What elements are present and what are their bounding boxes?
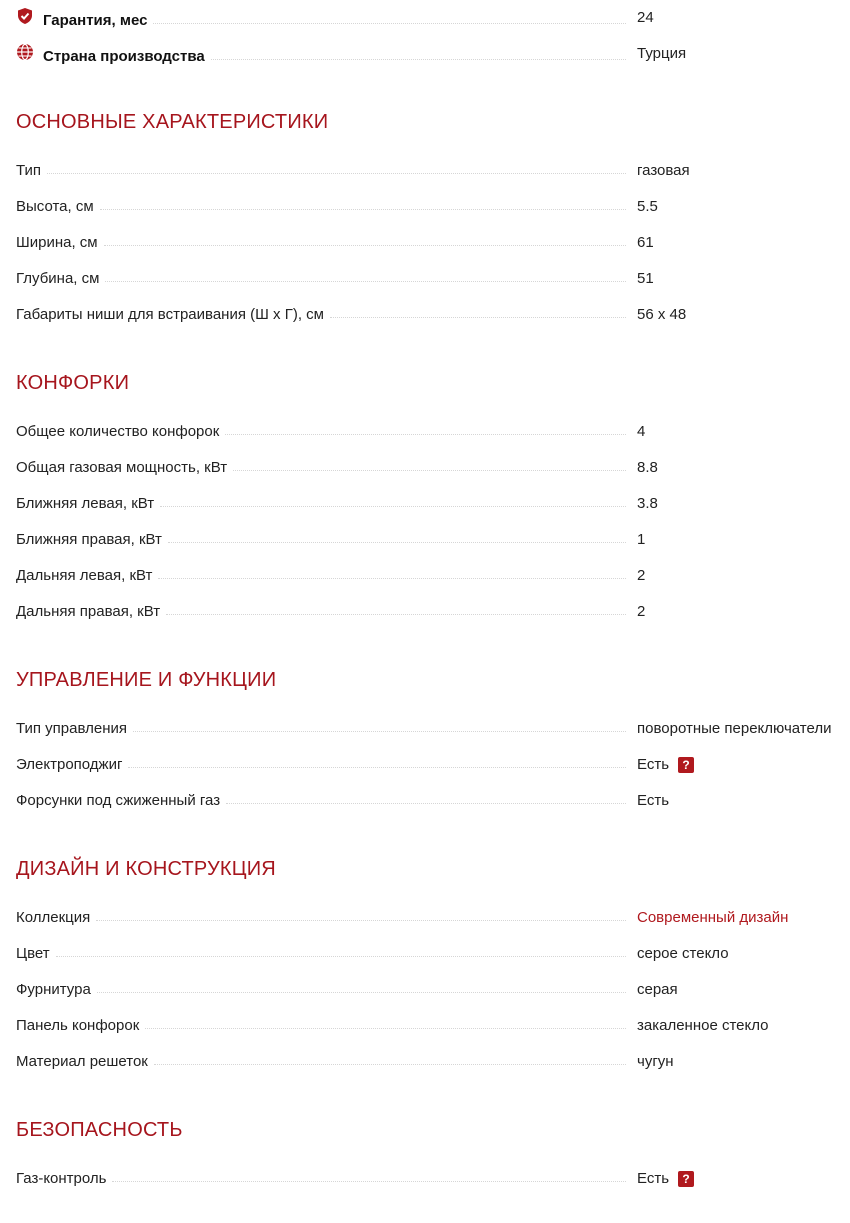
spec-row (16, 790, 850, 812)
spec-value: 5.5 (637, 198, 658, 215)
leader-dots (56, 955, 626, 957)
section-title-main: ОСНОВНЫЕ ХАРАКТЕРИСТИКИ (16, 111, 329, 133)
leader-dots (160, 505, 626, 507)
globe-icon (16, 43, 34, 61)
spec-value: 24 (637, 9, 654, 26)
spec-row (16, 457, 850, 479)
leader-dots (104, 244, 626, 246)
spec-value: серая (637, 981, 678, 998)
spec-value: закаленное стекло (637, 1017, 769, 1034)
spec-label: Дальняя правая, кВт (16, 603, 161, 620)
spec-value: 56 x 48 (637, 306, 687, 323)
shield-check-icon (16, 7, 34, 25)
spec-label: Тип (16, 162, 42, 179)
spec-label: Дальняя левая, кВт (16, 567, 153, 584)
spec-row (16, 160, 850, 182)
leader-dots (233, 469, 626, 471)
leader-dots (100, 208, 626, 210)
leader-dots (153, 22, 626, 24)
spec-row-warranty (16, 7, 850, 29)
spec-value: серое стекло (637, 945, 729, 962)
leader-dots (133, 730, 626, 732)
spec-row (16, 718, 850, 740)
spec-value: 51 (637, 270, 654, 287)
spec-row (16, 1051, 850, 1073)
spec-value: 2 (637, 603, 646, 620)
spec-label: Страна производства (43, 48, 205, 65)
section-title-design: ДИЗАЙН И КОНСТРУКЦИЯ (16, 858, 276, 880)
spec-value: 61 (637, 234, 654, 251)
spec-row (16, 232, 850, 254)
leader-dots (112, 1180, 626, 1182)
spec-label: Ближняя левая, кВт (16, 495, 155, 512)
spec-label: Высота, см (16, 198, 94, 215)
spec-value: Есть ? (637, 1168, 694, 1190)
spec-value: поворотные переключатели (637, 720, 832, 737)
leader-dots (128, 766, 626, 768)
spec-label: Общее количество конфорок (16, 423, 220, 440)
spec-label: Коллекция (16, 909, 91, 926)
spec-label: Габариты ниши для встраивания (Ш x Г), см (16, 306, 324, 323)
spec-row (16, 196, 850, 218)
spec-row (16, 1015, 850, 1037)
spec-label: Газ-контроль (16, 1170, 107, 1187)
spec-label: Тип управления (16, 720, 127, 737)
spec-row (16, 268, 850, 290)
spec-label: Электроподжиг (16, 756, 123, 773)
section-title-burners: КОНФОРКИ (16, 372, 130, 394)
spec-value: газовая (637, 162, 690, 179)
spec-row (16, 1168, 850, 1190)
spec-value: 4 (637, 423, 646, 440)
spec-row (16, 529, 850, 551)
spec-row (16, 565, 850, 587)
leader-dots (154, 1063, 626, 1065)
leader-dots (96, 919, 626, 921)
leader-dots (145, 1027, 626, 1029)
spec-row (16, 421, 850, 443)
spec-value: 1 (637, 531, 646, 548)
leader-dots (166, 613, 626, 615)
collection-link[interactable]: Современный дизайн (637, 909, 789, 926)
leader-dots (47, 172, 626, 174)
leader-dots (168, 541, 626, 543)
spec-row (16, 493, 850, 515)
spec-value: Турция (637, 45, 687, 62)
spec-label: Панель конфорок (16, 1017, 140, 1034)
spec-label: Общая газовая мощность, кВт (16, 459, 228, 476)
help-icon[interactable]: ? (678, 757, 694, 773)
leader-dots (105, 280, 626, 282)
spec-label: Ширина, см (16, 234, 98, 251)
spec-row (16, 304, 850, 326)
leader-dots (330, 316, 626, 318)
leader-dots (158, 577, 626, 579)
spec-row (16, 907, 850, 929)
spec-label: Цвет (16, 945, 50, 962)
leader-dots (97, 991, 626, 993)
section-title-safety: БЕЗОПАСНОСТЬ (16, 1119, 183, 1141)
spec-row (16, 754, 850, 776)
spec-label: Глубина, см (16, 270, 100, 287)
spec-label: Форсунки под сжиженный газ (16, 792, 221, 809)
spec-label: Материал решеток (16, 1053, 148, 1070)
spec-label: Гарантия, мес (43, 12, 148, 29)
spec-value: Есть (637, 792, 670, 809)
leader-dots (211, 58, 626, 60)
spec-label: Фурнитура (16, 981, 91, 998)
spec-row (16, 601, 850, 623)
spec-row (16, 979, 850, 1001)
section-title-control: УПРАВЛЕНИЕ И ФУНКЦИИ (16, 669, 277, 691)
spec-row-country (16, 43, 850, 65)
spec-value: 2 (637, 567, 646, 584)
spec-label: Ближняя правая, кВт (16, 531, 162, 548)
spec-value: 8.8 (637, 459, 658, 476)
help-icon[interactable]: ? (678, 1171, 694, 1187)
spec-row (16, 943, 850, 965)
spec-value: 3.8 (637, 495, 658, 512)
leader-dots (226, 802, 626, 804)
spec-value: Есть ? (637, 754, 694, 776)
leader-dots (225, 433, 626, 435)
spec-value: чугун (637, 1053, 674, 1070)
